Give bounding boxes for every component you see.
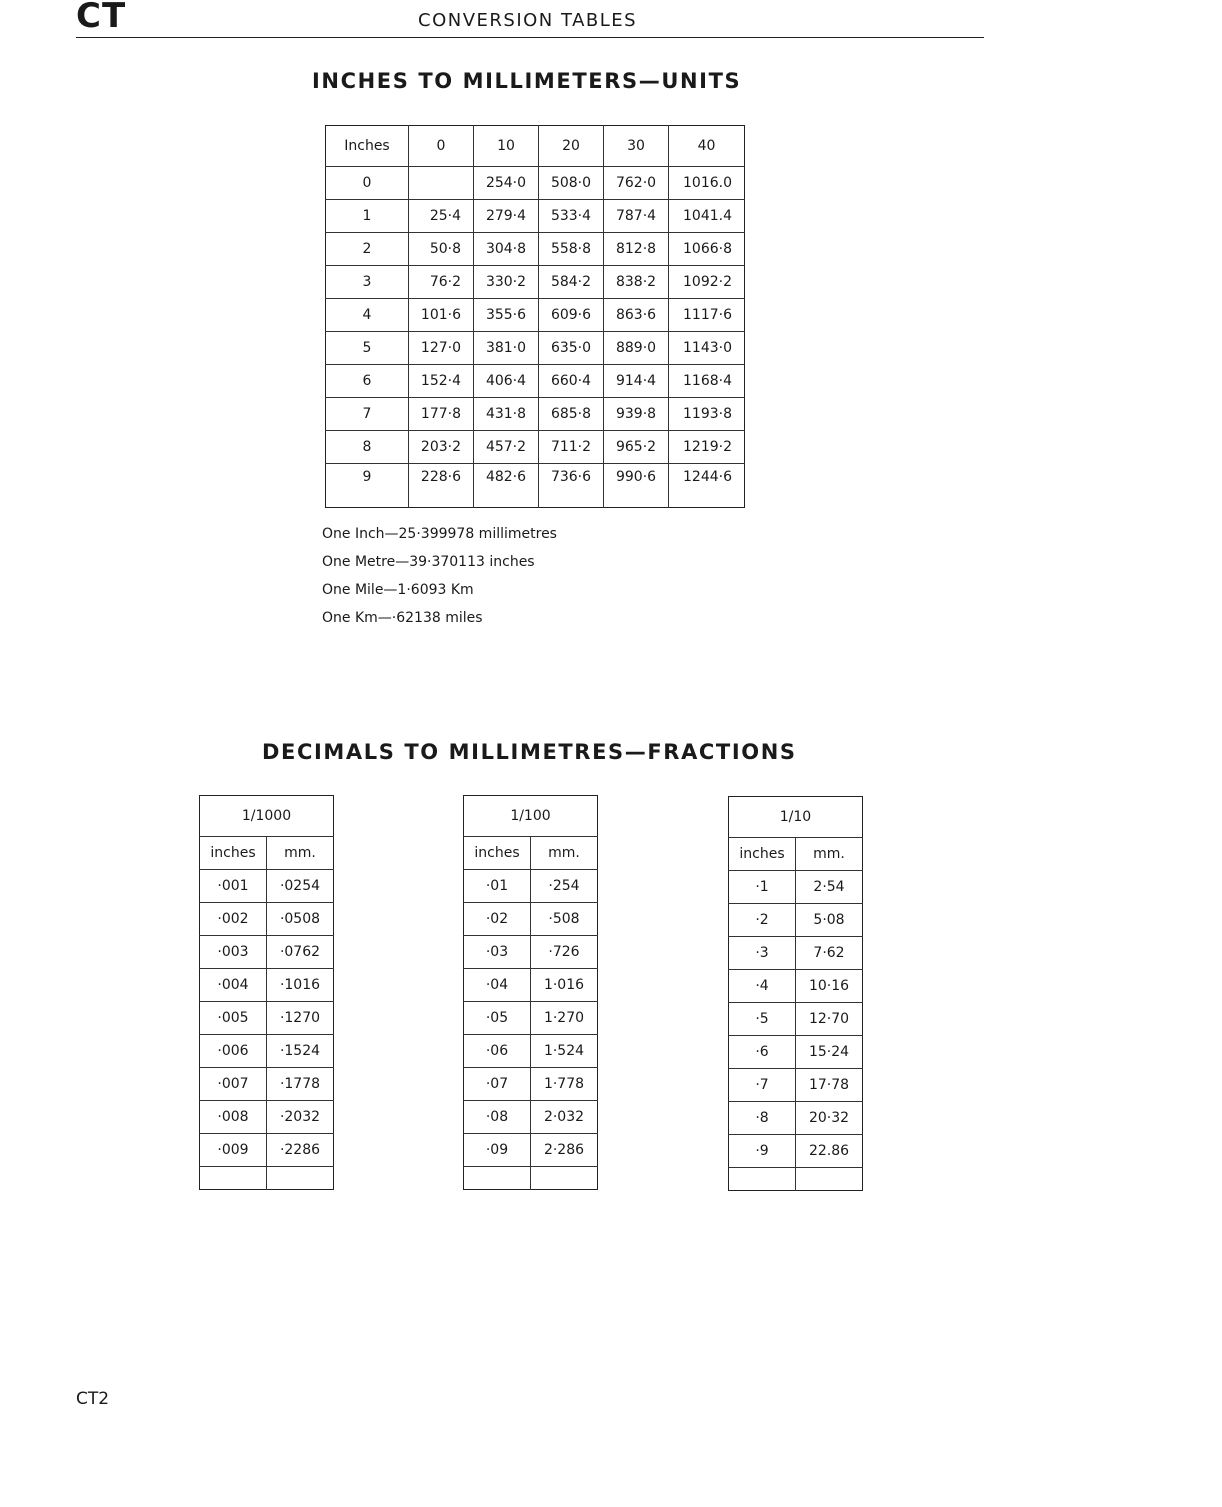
table-row <box>464 1035 598 1068</box>
mm-value-cell: 10·16 <box>796 970 863 1003</box>
inches-value-cell: ·5 <box>729 1003 796 1036</box>
fractions-title: DECIMALS TO MILLIMETRES—FRACTIONS <box>262 740 797 764</box>
inches-value-cell: ·001 <box>200 870 267 903</box>
mm-value-cell: ·0508 <box>267 903 334 936</box>
table-row <box>326 266 745 299</box>
mm-value-cell: 939·8 <box>604 398 669 431</box>
table-row <box>326 200 745 233</box>
table-row <box>729 904 863 937</box>
mm-value-cell: 5·08 <box>796 904 863 937</box>
inches-value-cell: ·009 <box>200 1134 267 1167</box>
mm-value-cell: 228·6 <box>409 464 474 508</box>
column-header: inches <box>200 837 267 870</box>
row-inches-cell: 6 <box>326 365 409 398</box>
inches-value-cell: ·9 <box>729 1135 796 1168</box>
equivalent-line: One Metre—39·370113 inches <box>322 554 535 570</box>
inches-value-cell: ·06 <box>464 1035 531 1068</box>
inches-value-cell: ·3 <box>729 937 796 970</box>
mm-value-cell: 1219·2 <box>669 431 745 464</box>
table-row <box>326 431 745 464</box>
mm-value-cell: 711·2 <box>539 431 604 464</box>
inches-value-cell: ·01 <box>464 870 531 903</box>
mm-value-cell: 7·62 <box>796 937 863 970</box>
table-row <box>200 1002 334 1035</box>
fraction-caption: 1/10 <box>729 797 863 838</box>
table-row <box>200 903 334 936</box>
mm-value-cell: ·1524 <box>267 1035 334 1068</box>
inches-to-mm-table <box>325 125 745 508</box>
table-row <box>464 1068 598 1101</box>
mm-value-cell: 1193·8 <box>669 398 745 431</box>
mm-value-cell: 787·4 <box>604 200 669 233</box>
column-header: Inches <box>326 126 409 167</box>
fraction-table-tenths <box>728 796 863 1191</box>
inches-value-cell: ·002 <box>200 903 267 936</box>
mm-value-cell: ·1270 <box>267 1002 334 1035</box>
mm-value-cell: 12·70 <box>796 1003 863 1036</box>
table-row <box>200 870 334 903</box>
table-row <box>200 969 334 1002</box>
empty-cell <box>729 1168 796 1191</box>
mm-value-cell: 127·0 <box>409 332 474 365</box>
mm-value-cell: 635·0 <box>539 332 604 365</box>
fraction-caption-row <box>464 796 598 837</box>
mm-value-cell: 1016.0 <box>669 167 745 200</box>
mm-value-cell: ·1016 <box>267 969 334 1002</box>
mm-value-cell: ·0254 <box>267 870 334 903</box>
row-inches-cell: 3 <box>326 266 409 299</box>
fraction-table-hundredths <box>463 795 598 1190</box>
mm-value-cell: 685·8 <box>539 398 604 431</box>
mm-value-cell: 1·270 <box>531 1002 598 1035</box>
mm-value-cell: 457·2 <box>474 431 539 464</box>
mm-value-cell: 508·0 <box>539 167 604 200</box>
table-row <box>326 464 745 508</box>
table-row <box>464 1134 598 1167</box>
row-inches-cell: 4 <box>326 299 409 332</box>
mm-value-cell: 660·4 <box>539 365 604 398</box>
mm-value-cell: 1·016 <box>531 969 598 1002</box>
table-row <box>729 1102 863 1135</box>
column-header: 40 <box>669 126 745 167</box>
mm-value-cell <box>409 167 474 200</box>
row-inches-cell: 8 <box>326 431 409 464</box>
fraction-header-row <box>729 838 863 871</box>
fraction-caption-row <box>729 797 863 838</box>
mm-value-cell: 812·8 <box>604 233 669 266</box>
fraction-table-thousandths <box>199 795 334 1190</box>
mm-value-cell: ·0762 <box>267 936 334 969</box>
table-row <box>464 903 598 936</box>
mm-value-cell: 20·32 <box>796 1102 863 1135</box>
inches-value-cell: ·8 <box>729 1102 796 1135</box>
mm-value-cell: 914·4 <box>604 365 669 398</box>
mm-value-cell: 736·6 <box>539 464 604 508</box>
row-inches-cell: 1 <box>326 200 409 233</box>
table-row <box>464 1002 598 1035</box>
mm-value-cell: 1066·8 <box>669 233 745 266</box>
table-row <box>464 870 598 903</box>
mm-value-cell: 1168·4 <box>669 365 745 398</box>
column-header: mm. <box>267 837 334 870</box>
inches-value-cell: ·05 <box>464 1002 531 1035</box>
mm-value-cell: 482·6 <box>474 464 539 508</box>
mm-value-cell: 1·524 <box>531 1035 598 1068</box>
table-row <box>326 233 745 266</box>
mm-value-cell: ·508 <box>531 903 598 936</box>
units-header-row <box>326 126 745 167</box>
inches-value-cell: ·004 <box>200 969 267 1002</box>
table-row <box>464 936 598 969</box>
mm-value-cell: 25·4 <box>409 200 474 233</box>
inches-value-cell: ·1 <box>729 871 796 904</box>
section-code: CT <box>76 0 127 36</box>
column-header: mm. <box>531 837 598 870</box>
mm-value-cell: 203·2 <box>409 431 474 464</box>
mm-value-cell: 17·78 <box>796 1069 863 1102</box>
empty-row <box>200 1167 334 1190</box>
empty-cell <box>464 1167 531 1190</box>
mm-value-cell: 1·778 <box>531 1068 598 1101</box>
mm-value-cell: 304·8 <box>474 233 539 266</box>
mm-value-cell: 533·4 <box>539 200 604 233</box>
empty-row <box>464 1167 598 1190</box>
table-row <box>326 398 745 431</box>
column-header: inches <box>729 838 796 871</box>
fraction-header-row <box>200 837 334 870</box>
empty-cell <box>796 1168 863 1191</box>
table-row <box>200 1134 334 1167</box>
column-header: 0 <box>409 126 474 167</box>
mm-value-cell: 762·0 <box>604 167 669 200</box>
fraction-header-row <box>464 837 598 870</box>
mm-value-cell: ·1778 <box>267 1068 334 1101</box>
mm-value-cell: 101·6 <box>409 299 474 332</box>
mm-value-cell: 177·8 <box>409 398 474 431</box>
empty-cell <box>200 1167 267 1190</box>
column-header: inches <box>464 837 531 870</box>
fraction-caption: 1/1000 <box>200 796 334 837</box>
mm-value-cell: ·254 <box>531 870 598 903</box>
mm-value-cell: 431·8 <box>474 398 539 431</box>
mm-value-cell: 889·0 <box>604 332 669 365</box>
table-row <box>464 969 598 1002</box>
empty-cell <box>531 1167 598 1190</box>
mm-value-cell: 76·2 <box>409 266 474 299</box>
equivalent-line: One Mile—1·6093 Km <box>322 582 474 598</box>
inches-value-cell: ·008 <box>200 1101 267 1134</box>
row-inches-cell: 2 <box>326 233 409 266</box>
inches-value-cell: ·08 <box>464 1101 531 1134</box>
inches-value-cell: ·005 <box>200 1002 267 1035</box>
inches-value-cell: ·02 <box>464 903 531 936</box>
row-inches-cell: 9 <box>362 469 372 485</box>
table-row <box>729 1069 863 1102</box>
inches-value-cell: ·03 <box>464 936 531 969</box>
table-row <box>326 365 745 398</box>
page-number: CT2 <box>76 1389 110 1409</box>
mm-value-cell: 1117·6 <box>669 299 745 332</box>
equivalent-line: One Km—·62138 miles <box>322 610 483 626</box>
mm-value-cell: 22.86 <box>796 1135 863 1168</box>
table-row <box>200 1035 334 1068</box>
table-row <box>326 332 745 365</box>
table-row <box>729 937 863 970</box>
mm-value-cell: 863·6 <box>604 299 669 332</box>
mm-value-cell: 838·2 <box>604 266 669 299</box>
inches-value-cell: ·04 <box>464 969 531 1002</box>
inches-value-cell: ·006 <box>200 1035 267 1068</box>
column-header: mm. <box>796 838 863 871</box>
mm-value-cell: 50·8 <box>409 233 474 266</box>
unit-equivalents <box>322 520 557 632</box>
inches-value-cell: ·7 <box>729 1069 796 1102</box>
mm-value-cell: 2·54 <box>796 871 863 904</box>
fraction-caption: 1/100 <box>464 796 598 837</box>
row-inches-cell: 0 <box>326 167 409 200</box>
mm-value-cell: 355·6 <box>474 299 539 332</box>
mm-value-cell: 330·2 <box>474 266 539 299</box>
inches-value-cell: ·07 <box>464 1068 531 1101</box>
table-row <box>729 871 863 904</box>
table-row <box>464 1101 598 1134</box>
table-row <box>200 1068 334 1101</box>
mm-value-cell: ·726 <box>531 936 598 969</box>
units-table-title: INCHES TO MILLIMETERS—UNITS <box>312 69 742 93</box>
mm-value-cell: 1092·2 <box>669 266 745 299</box>
mm-value-cell: ·2032 <box>267 1101 334 1134</box>
mm-value-cell: ·2286 <box>267 1134 334 1167</box>
inches-value-cell: ·003 <box>200 936 267 969</box>
empty-row <box>729 1168 863 1191</box>
mm-value-cell: 279·4 <box>474 200 539 233</box>
table-row <box>200 1101 334 1134</box>
mm-value-cell: 965·2 <box>604 431 669 464</box>
inches-value-cell: ·6 <box>729 1036 796 1069</box>
inches-value-cell: ·2 <box>729 904 796 937</box>
column-header: 20 <box>539 126 604 167</box>
mm-value-cell: 990·6 <box>604 464 669 508</box>
table-row <box>326 299 745 332</box>
column-header: 30 <box>604 126 669 167</box>
mm-value-cell: 152·4 <box>409 365 474 398</box>
mm-value-cell: 381·0 <box>474 332 539 365</box>
mm-value-cell: 2·032 <box>531 1101 598 1134</box>
empty-cell <box>267 1167 334 1190</box>
table-row <box>729 1003 863 1036</box>
mm-value-cell: 254·0 <box>474 167 539 200</box>
mm-value-cell: 609·6 <box>539 299 604 332</box>
table-row <box>200 936 334 969</box>
inches-value-cell: ·4 <box>729 970 796 1003</box>
table-row <box>729 970 863 1003</box>
inches-value-cell: ·007 <box>200 1068 267 1101</box>
equivalent-line: One Inch—25·399978 millimetres <box>322 526 557 542</box>
mm-value-cell: 558·8 <box>539 233 604 266</box>
page-title: CONVERSION TABLES <box>418 10 638 31</box>
mm-value-cell: 406·4 <box>474 365 539 398</box>
mm-value-cell: 2·286 <box>531 1134 598 1167</box>
mm-value-cell: 15·24 <box>796 1036 863 1069</box>
table-row <box>729 1135 863 1168</box>
mm-value-cell: 584·2 <box>539 266 604 299</box>
mm-value-cell: 1041.4 <box>669 200 745 233</box>
row-inches-cell: 5 <box>326 332 409 365</box>
table-row <box>729 1036 863 1069</box>
header-divider <box>76 37 984 38</box>
mm-value-cell: 1244·6 <box>669 464 745 508</box>
column-header: 10 <box>474 126 539 167</box>
inches-value-cell: ·09 <box>464 1134 531 1167</box>
fraction-caption-row <box>200 796 334 837</box>
mm-value-cell: 1143·0 <box>669 332 745 365</box>
row-inches-cell: 7 <box>326 398 409 431</box>
table-row <box>326 167 745 200</box>
